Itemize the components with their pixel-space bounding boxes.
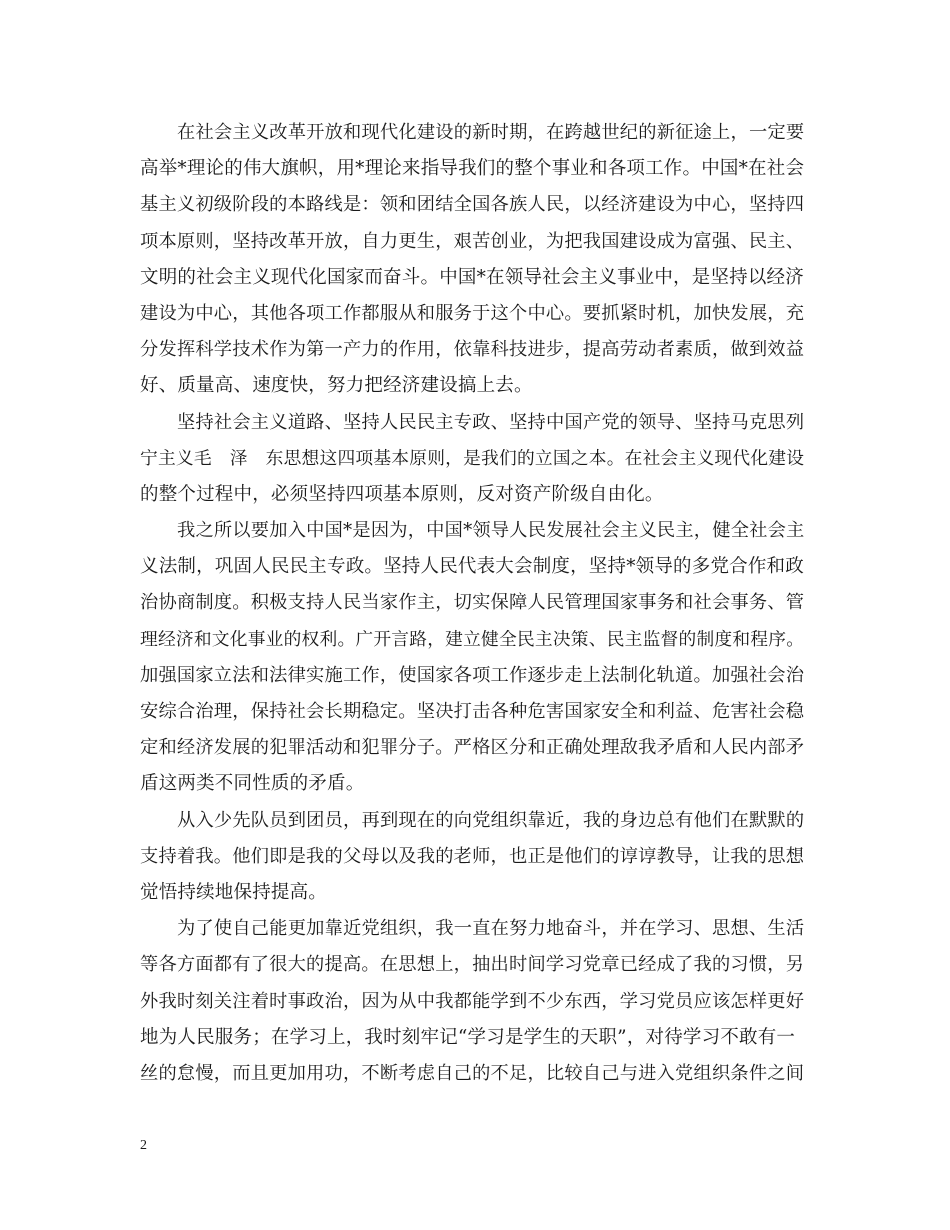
text-line: 为了使自己能更加靠近党组织，我一直在努力地奋斗，并在学习、思想、生活: [177, 918, 805, 940]
text-line: 分发挥科学技术作为第一产力的作用，依靠科技进步，提高劳动者素质，做到效益: [140, 339, 805, 361]
text-line: 治协商制度。积极支持人民当家作主，切实保障人民管理国家事务和社会事务、管: [140, 592, 805, 614]
text-line: 定和经济发展的犯罪活动和犯罪分子。严格区分和正确处理敌我矛盾和人民内部矛: [140, 737, 805, 759]
text-line: 加强国家立法和法律实施工作，使国家各项工作逐步走上法制化轨道。加强社会治: [140, 664, 805, 686]
document-body: [140, 115, 812, 1092]
text-line: 义法制，巩固人民民主专政。坚持人民代表大会制度，坚持*领导的多党合作和政: [140, 556, 804, 578]
text-line: 好、质量高、速度快，努力把经济建设搞上去。: [140, 375, 533, 397]
text-line: 外我时刻关注着时事政治，因为从中我都能学到不少东西，学习党员应该怎样更好: [140, 990, 805, 1012]
text-line: 文明的社会主义现代化国家而奋斗。中国*在领导社会主义事业中，是坚持以经济: [140, 266, 804, 288]
text-line: 理经济和文化事业的权利。广开言路，建立健全民主决策、民主监督的制度和程序。: [140, 629, 805, 650]
text-line: 的整个过程中，必须坚持四项基本原则，反对资产阶级自由化。: [140, 483, 664, 505]
text-line: 丝的怠慢，而且更加用功，不断考虑自己的不足，比较自己与进入党组织条件之间: [140, 1062, 805, 1084]
text-line: 从入少先队员到团员，再到现在的向党组织靠近，我的身边总有他们在默默的: [177, 809, 805, 831]
text-line: 等各方面都有了很大的提高。在思想上，抽出时间学习党章已经成了我的习惯，另: [140, 954, 805, 976]
text-line: 觉悟持续地保持提高。: [140, 881, 328, 903]
text-line: 坚持社会主义道路、坚持人民民主专政、坚持中国产党的领导、坚持马克思列: [177, 411, 805, 433]
text-line: 高举*理论的伟大旗帜，用*理论来指导我们的整个事业和各项工作。中国*在社会: [140, 158, 805, 180]
text-line: 在社会主义改革开放和现代化建设的新时期，在跨越世纪的新征途上，一定要: [177, 122, 805, 143]
text-line: 地为人民服务；在学习上，我时刻牢记“学习是学生的天职”，对待学习不敢有一: [140, 1026, 796, 1048]
text-line: 我之所以要加入中国*是因为，中国*领导人民发展社会主义民主，健全社会主: [177, 520, 805, 542]
text-line: 盾这两类不同性质的矛盾。: [140, 773, 365, 795]
text-line: 项本原则，坚持改革开放，自力更生，艰苦创业，为把我国建设成为富强、民主、: [140, 230, 805, 252]
text-line: 安综合治理，保持社会长期稳定。坚决打击各种危害国家安全和利益、危害社会稳: [140, 701, 805, 722]
text-line: 支持着我。他们即是我的父母以及我的老师，也正是他们的谆谆教导，让我的思想: [140, 845, 805, 867]
page-number: 2: [140, 1138, 147, 1153]
text-line: 宁主义毛 泽 东思想这四项基本原则，是我们的立国之本。在社会主义现代化建设: [140, 448, 805, 469]
text-line: 基主义初级阶段的本路线是：领和团结全国各族人民，以经济建设为中心，坚持四: [140, 194, 805, 216]
text-line: 建设为中心，其他各项工作都服从和服务于这个中心。要抓紧时机，加快发展，充: [140, 302, 805, 324]
